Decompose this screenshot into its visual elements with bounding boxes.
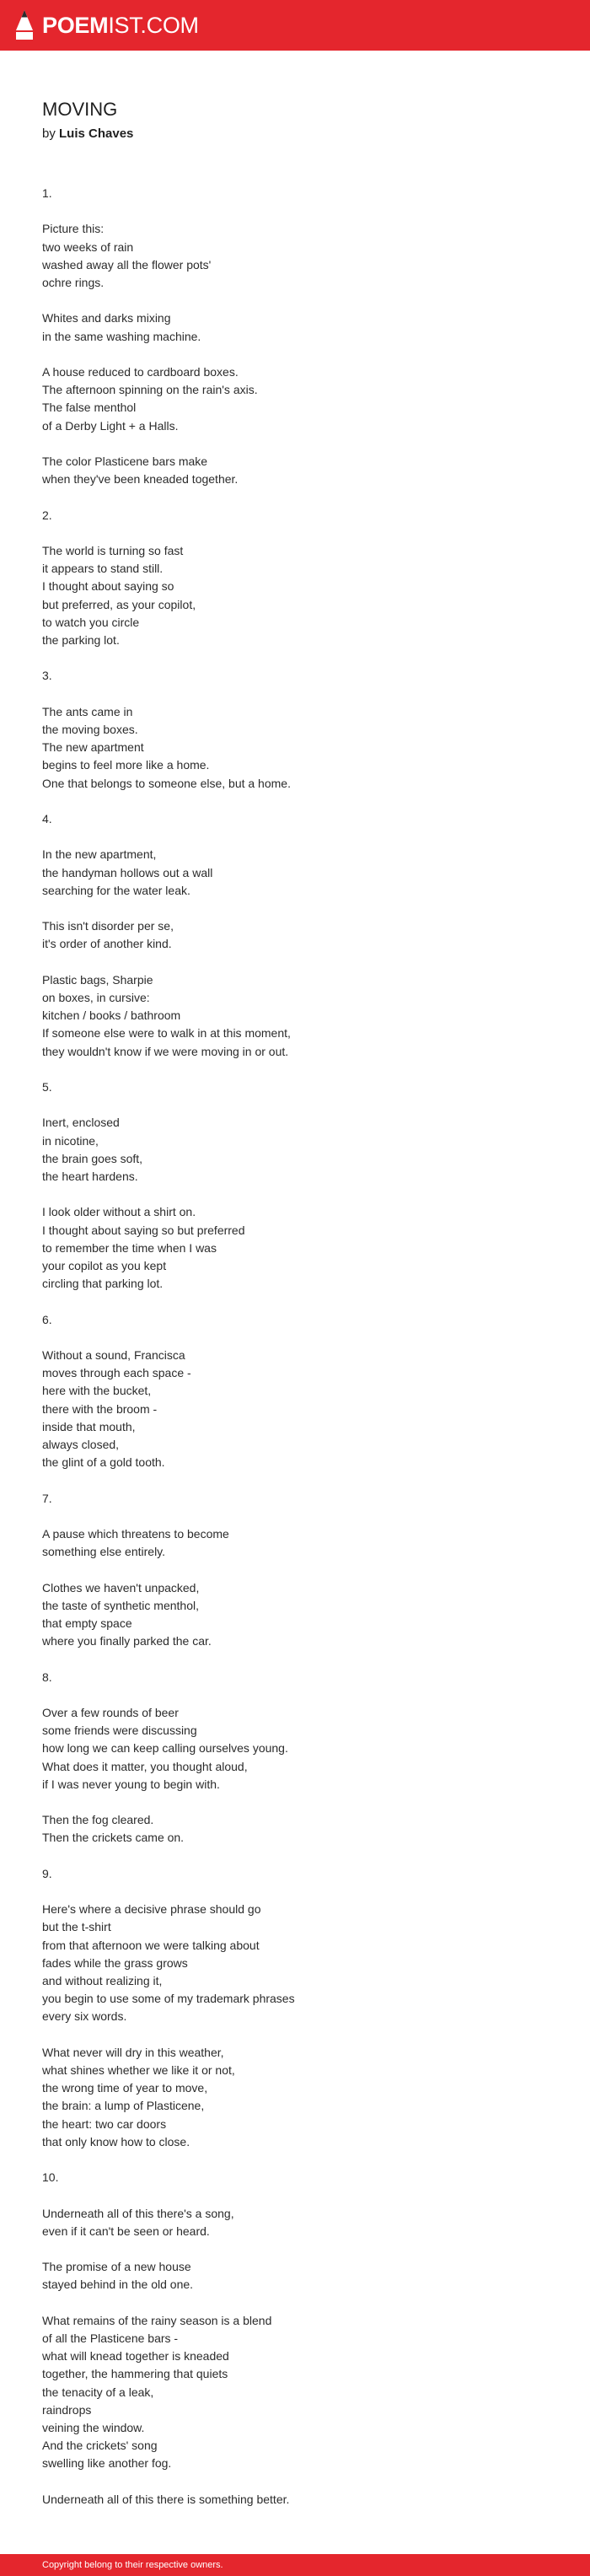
poem-line: that empty space [42,1616,132,1630]
poem-line: the brain: a lump of Plasticene, [42,2099,205,2113]
poem-line: raindrops [42,2402,92,2417]
poem-line: and without realizing it, [42,1973,163,1987]
poem-line: 7. [42,1491,52,1505]
poem-stanza [42,2205,556,2240]
poem-stanza [42,363,556,435]
poem-byline [42,126,133,143]
poem-line: circling that parking lot. [42,1277,164,1291]
poem-line: in nicotine, [42,1133,99,1148]
poem-stanza [42,1579,556,1651]
poem-line: what shines whether we like it or not, [42,2062,235,2077]
poem-line: Then the fog cleared. [42,1813,154,1827]
poem-line: moves through each space - [42,1366,191,1380]
site-logo[interactable] [15,9,199,41]
logo-light-text: IST.COM [108,13,199,38]
poem-title: MOVING [42,99,118,120]
poem-line: even if it can't be seen or heard. [42,2224,210,2238]
poem-line: The new apartment [42,740,144,755]
poem-stanza [42,1078,556,1096]
poem-line: I look older without a shirt on. [42,1205,196,1219]
byline-prefix: by [42,126,56,141]
poem-line: in the same washing machine. [42,329,201,343]
poem-line: the heart hardens. [42,1169,138,1183]
poem-line: The afternoon spinning on the rain's axis. [42,383,258,397]
poem-stanza [42,185,556,202]
site-footer [0,2554,590,2576]
poem-line: your copilot as you kept [42,1258,167,1272]
poem-line: In the new apartment, [42,847,157,862]
poem-line: Whites and darks mixing [42,311,171,325]
poem-stanza [42,1203,556,1293]
poem-line: What remains of the rainy season is a blend [42,2313,272,2327]
poem-stanza [42,2169,556,2186]
poem-line: what will knead together is kneaded [42,2349,229,2364]
poem-line: to remember the time when I was [42,1240,217,1255]
poem-line: every six words. [42,2009,127,2024]
poem-line: it appears to stand still. [42,562,164,576]
poem-stanza [42,2258,556,2294]
poem-stanza [42,1865,556,1883]
poem-line: Underneath all of this there's a song, [42,2206,234,2220]
poem-line: One that belongs to someone else, but a home. [42,776,291,790]
poem-line: some friends were discussing [42,1724,197,1738]
poem-stanza [42,1811,556,1847]
author-link[interactable]: Luis Chaves [59,126,134,141]
poem-line: here with the bucket, [42,1384,152,1398]
poem-line: 4. [42,811,52,826]
poem-line: 2. [42,508,52,522]
poem-line: the parking lot. [42,632,120,647]
poem-line: fades while the grass grows [42,1955,188,1970]
poem-stanza [42,1490,556,1508]
poem-line: the tenacity of a leak, [42,2385,154,2399]
poem-line: of a Derby Light + a Halls. [42,418,179,433]
poem-line: the handyman hollows out a wall [42,865,213,879]
poem-line: Then the crickets came on. [42,1831,185,1845]
poem-line: to watch you circle [42,615,140,629]
poem-line: And the crickets' song [42,2439,158,2453]
poem-stanza [42,542,556,649]
poem-line: but preferred, as your copilot, [42,597,196,611]
poem-stanza [42,1311,556,1329]
poem-stanza [42,507,556,524]
poem-line: always closed, [42,1437,120,1451]
poem-stanza [42,453,556,488]
poem-stanza [42,2491,556,2509]
poem-body [42,185,556,2526]
poem-stanza [42,810,556,828]
poem-line: Picture this: [42,222,105,236]
poem-line: together, the hammering that quiets [42,2367,228,2381]
poem-line: when they've been kneaded together. [42,472,239,487]
poem-line: veining the window. [42,2420,145,2434]
poem-line: 3. [42,669,52,683]
poem-stanza [42,667,556,685]
site-header [0,0,590,51]
logo-wordmark [42,9,199,41]
poem-line: something else entirely. [42,1545,166,1559]
poem-stanza [42,1901,556,2025]
poem-stanza [42,2312,556,2473]
copyright-text: Copyright belong to their respective owners. [42,2560,223,2570]
poem-line: that only know how to close. [42,2134,190,2148]
poem-line: where you finally parked the car. [42,1634,212,1648]
poem-line: Underneath all of this there is something better. [42,2492,290,2506]
poem-line: if I was never young to begin with. [42,1777,220,1791]
poem-line: kitchen / books / bathroom [42,1008,181,1023]
poem-line: how long we can keep calling ourselves young. [42,1741,288,1756]
poem-line: Over a few rounds of beer [42,1705,179,1719]
poem-line: but the t-shirt [42,1920,111,1934]
poem-stanza [42,2044,556,2151]
poem-line: 9. [42,1866,52,1880]
poem-line: the moving boxes. [42,722,138,736]
poem-line: Here's where a decisive phrase should go [42,1902,261,1917]
poem-line: on boxes, in cursive: [42,990,150,1004]
poem-line: the brain goes soft, [42,1151,143,1165]
poem-stanza [42,917,556,953]
logo-bold-text: POEM [42,13,109,38]
poem-stanza [42,309,556,345]
poem-stanza [42,703,556,793]
poem-line: A house reduced to cardboard boxes. [42,364,239,379]
poem-line: The color Plasticene bars make [42,454,208,468]
poem-line: The world is turning so fast [42,543,184,557]
poem-line: What never will dry in this weather, [42,2045,224,2059]
poem-line: Without a sound, Francisca [42,1347,185,1362]
poem-line: 10. [42,2170,59,2185]
poem-stanza [42,846,556,900]
poem-stanza [42,220,556,292]
poem-stanza [42,1114,556,1186]
poem-line: A pause which threatens to become [42,1526,229,1541]
poem-stanza [42,1347,556,1471]
poem-line: from that afternoon we were talking about [42,1938,260,1952]
poem-line: two weeks of rain [42,239,134,254]
poem-line: of all the Plasticene bars - [42,2331,179,2345]
poem-stanza [42,1525,556,1561]
poem-line: there with the broom - [42,1401,158,1416]
poem-line: Clothes we haven't unpacked, [42,1580,200,1595]
poem-line: This isn't disorder per se, [42,919,174,933]
poem-line: stayed behind in the old one. [42,2278,194,2292]
poem-line: the wrong time of year to move, [42,2081,208,2095]
poem-line: 5. [42,1079,52,1094]
poem-line: What does it matter, you thought aloud, [42,1759,248,1773]
pencil-icon [15,9,34,41]
poem-line: the heart: two car doors [42,2116,167,2131]
poem-line: ochre rings. [42,276,105,289]
poem-line: inside that mouth, [42,1419,136,1433]
poem-line: 8. [42,1670,52,1684]
poem-line: I thought about saying so but preferred [42,1223,245,1237]
poem-line: begins to feel more like a home. [42,758,210,772]
poem-stanza [42,1704,556,1794]
poem-line: it's order of another kind. [42,937,172,951]
poem-line: swelling like another fog. [42,2456,172,2471]
poem-line: The ants came in [42,704,133,718]
poem-line: washed away all the flower pots' [42,257,212,272]
poem-line: If someone else were to walk in at this moment, [42,1026,291,1041]
poem-line: The false menthol [42,401,137,415]
poem-line: the taste of synthetic menthol, [42,1598,199,1612]
poem-line: 1. [42,186,52,200]
poem-line: you begin to use some of my trademark phrases [42,1992,295,2006]
poem-line: Plastic bags, Sharpie [42,972,153,987]
poem-line: the glint of a gold tooth. [42,1455,165,1470]
poem-line: they wouldn't know if we were moving in or out. [42,1044,289,1058]
poem-line: I thought about saying so [42,579,174,594]
poem-line: Inert, enclosed [42,1116,120,1130]
poem-line: The promise of a new house [42,2260,191,2274]
poem-line: 6. [42,1312,52,1326]
poem-stanza [42,971,556,1061]
poem-line: searching for the water leak. [42,883,190,897]
poem-stanza [42,1669,556,1686]
